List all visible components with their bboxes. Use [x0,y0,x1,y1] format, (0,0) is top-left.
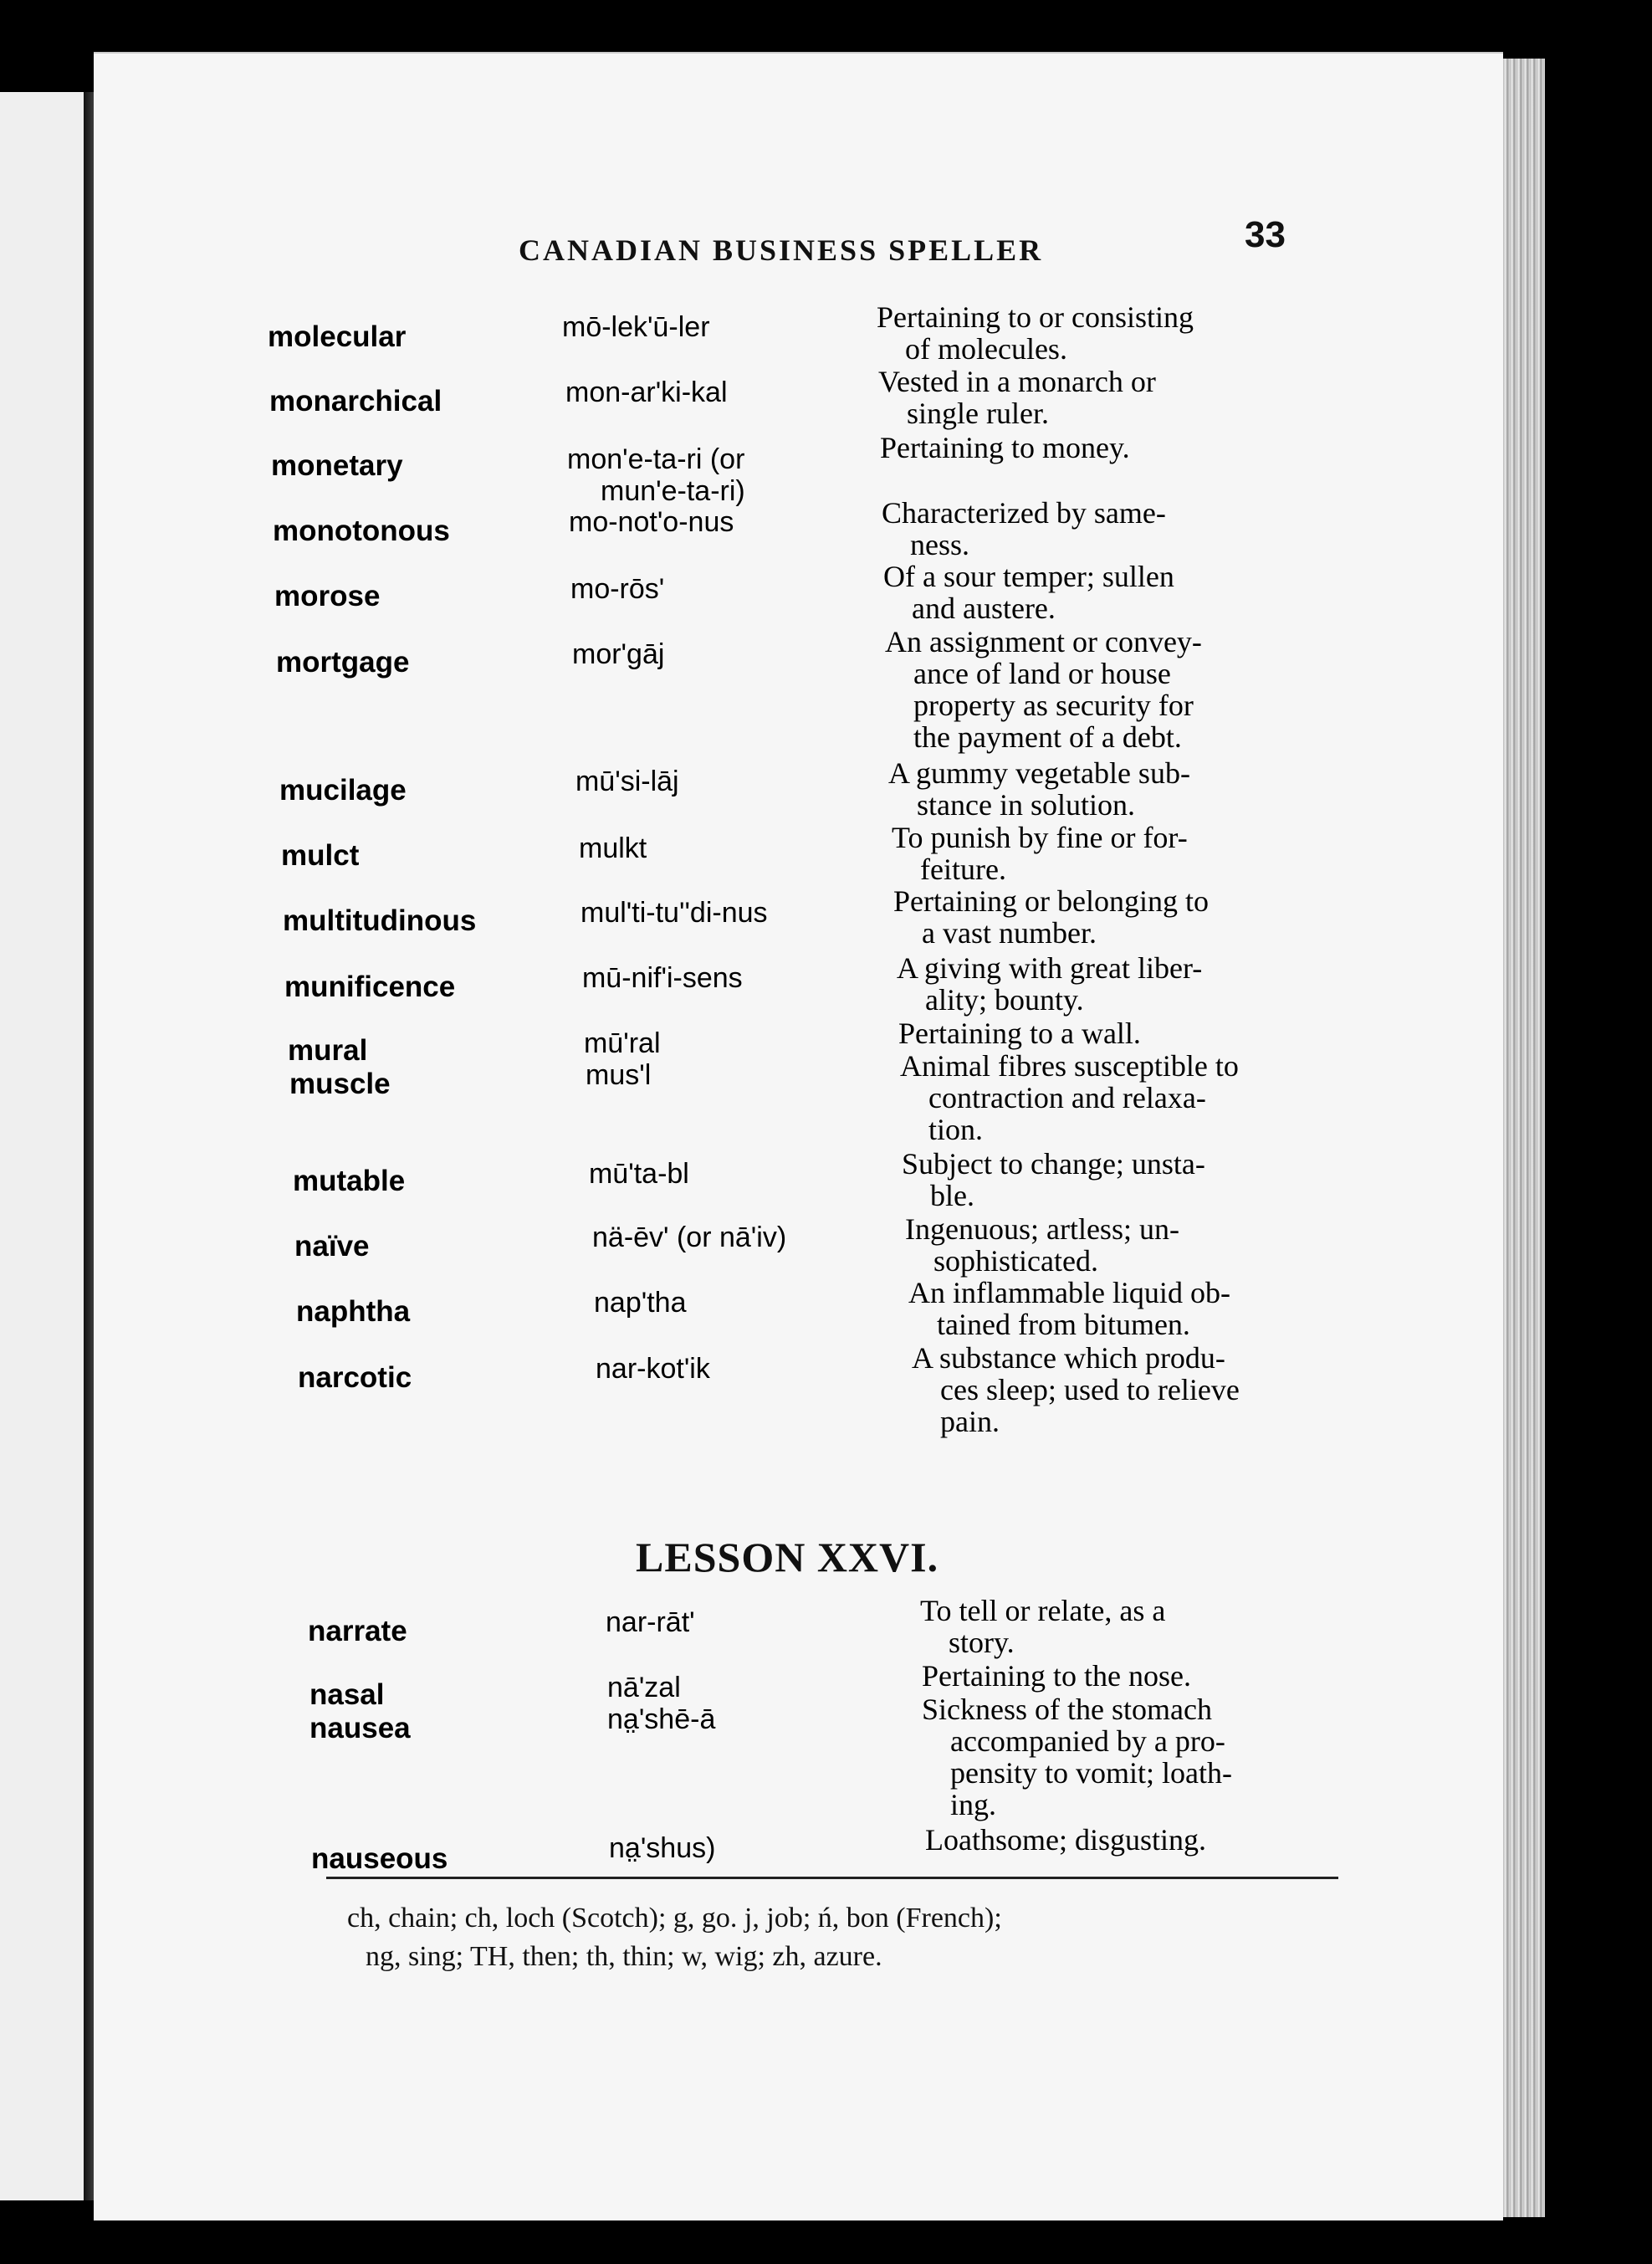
entry-pronunciation: mū'si-lāj [575,766,679,797]
entry-pronunciation: mon-ar'ki-kal [565,376,728,408]
entry-definition: Ingenuous; artless; un- sophisticated. [905,1212,1179,1278]
entry-word: naphtha [296,1295,411,1328]
entry-word: mural [288,1034,368,1067]
lesson-heading: LESSON XXVI. [636,1534,939,1580]
entry-word: multitudinous [283,904,477,937]
entry-word: mutable [293,1165,406,1197]
entry-definition: A gummy vegetable sub- stance in solution. [888,756,1190,822]
entry-definition: An inflammable liquid ob- tained from bitumen. [908,1276,1230,1341]
entry-definition: Characterized by same- ness. [882,496,1166,561]
entry-definition: Pertaining to or consisting of molecules. [877,300,1194,366]
entry-definition: Loathsome; disgusting. [925,1823,1206,1857]
entry-word: mortgage [276,646,410,679]
entry-definition: Pertaining to money. [880,431,1130,464]
entry-pronunciation: na̤'shus) [609,1832,716,1864]
entry-pronunciation: mū'ral [584,1027,661,1059]
entry-pronunciation: nar-kot'ik [596,1353,710,1385]
entry-word: mulct [281,839,360,872]
entry-definition: Subject to change; unsta- ble. [902,1147,1205,1212]
entry-word: nauseous [311,1842,448,1875]
entry-pronunciation: na̤'shē-ā [607,1703,716,1735]
entry-word: morose [274,580,381,612]
entry-word: nausea [309,1712,411,1744]
entry-definition: A substance which produ- ces sleep; used to relieve pain. [912,1341,1240,1438]
entry-pronunciation: mul'ti-tu''di-nus [581,897,768,929]
entry-definition: Pertaining to a wall. [898,1017,1141,1050]
entry-word: monotonous [273,515,450,547]
entry-pronunciation: mū-nif'i-sens [582,962,743,994]
entry-definition: Pertaining to the nose. [922,1659,1191,1693]
entry-definition: An assignment or convey- ance of land or house property as security for the payment of a debt. [885,625,1202,754]
entry-definition: Vested in a monarch or single ruler. [878,365,1156,430]
left-page-edge [0,92,86,2200]
entry-pronunciation: mo-rōs' [570,573,665,605]
entry-word: munificence [284,971,456,1003]
footer-divider [326,1877,1338,1879]
entry-definition: To tell or relate, as a story. [920,1594,1166,1659]
entry-definition: A giving with great liber- ality; bounty. [897,951,1203,1017]
pronunciation-key-line-2: ng, sing; TH, then; th, thin; w, wig; zh, azure. [366,1941,882,1972]
entry-pronunciation: nā'zal [607,1672,681,1703]
entry-pronunciation: nä-ēv' (or nā'iv) [592,1222,787,1253]
entry-pronunciation: nap'tha [594,1287,687,1319]
entry-word: nasal [309,1678,385,1711]
entry-word: monarchical [269,385,442,417]
entry-word: mucilage [279,774,407,807]
entry-word: molecular [268,320,407,353]
entry-pronunciation: mulkt [579,832,647,864]
entry-word: naïve [294,1230,370,1263]
entry-definition: Animal fibres susceptible to contraction and relaxa- tion. [900,1049,1239,1146]
entry-definition: Of a sour temper; sullen and austere. [883,560,1174,625]
entry-word: narcotic [298,1361,412,1394]
entry-definition: To punish by fine or for- feiture. [892,821,1188,886]
entry-definition: Sickness of the stomach accompanied by a pro- pensity to vomit; loath- ing. [922,1693,1232,1821]
entry-pronunciation: mō-lek'ū-ler [562,311,710,343]
pronunciation-key-line-1: ch, chain; ch, loch (Scotch); g, go. j, job; ń, bon (French); [347,1903,1002,1934]
entry-word: monetary [271,449,403,482]
entry-pronunciation: mon'e-ta-ri (or mun'e-ta-ri) [567,443,745,507]
entry-pronunciation: mor'gāj [572,638,665,670]
entry-word: muscle [289,1068,391,1100]
entry-definition: Pertaining or belonging to a vast number. [893,884,1209,950]
entry-pronunciation: nar-rāt' [606,1606,695,1638]
entry-pronunciation: mū'ta-bl [589,1158,689,1190]
entry-word: narrate [308,1615,407,1647]
pronunciation-key [347,1899,1351,1976]
entry-pronunciation: mo-not'o-nus [569,506,734,538]
entry-pronunciation: mus'l [586,1059,652,1091]
page-stack-edge [1503,59,1545,2217]
running-header: CANADIAN BUSINESS SPELLER [519,233,1044,267]
page-number: 33 [1245,214,1286,255]
